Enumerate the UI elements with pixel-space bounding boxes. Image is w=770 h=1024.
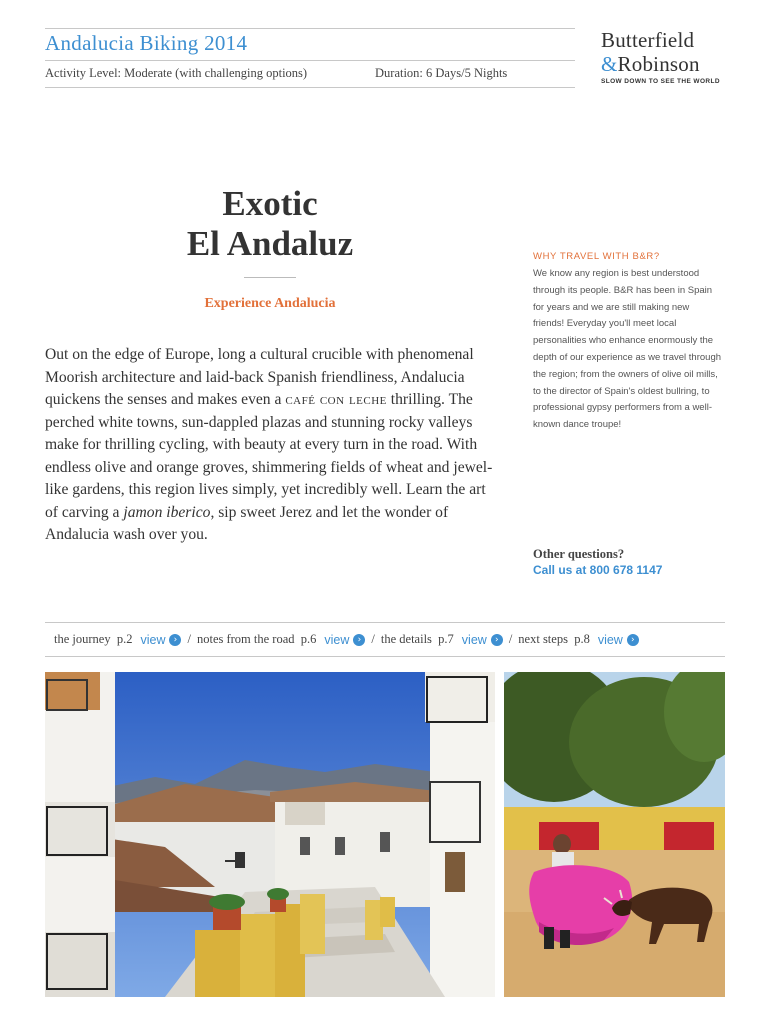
duration: Duration: 6 Days/5 Nights [375,66,508,80]
header-mid-rule [45,60,575,61]
nav-view-link[interactable]: view [140,632,166,647]
logo-line2-text: Robinson [617,52,700,76]
nav-view-link[interactable]: view [461,632,487,647]
bullfighter-photo [504,672,725,997]
subtitle: Experience Andalucia [204,296,336,311]
nav-top-rule [45,622,725,623]
page-navigation [54,632,639,647]
body-text-italic: jamon iberico [123,503,211,521]
call-us-link[interactable]: Call us at 800 678 1147 [533,563,663,577]
why-travel-heading: WHY TRAVEL WITH B&R? [533,251,660,262]
nav-view-link[interactable]: view [324,632,350,647]
headline [100,184,440,264]
body-text-part3: , sip sweet Jerez and let the wonder of Andalucia wash over you. [45,503,449,543]
other-questions-heading: Other questions? [533,547,625,561]
body-text-smallcaps: café con leche [285,391,387,408]
why-travel-text: We know any region is best understood through its people. B&R has been in Spain for years and we are still making new friends! Everyday you'll meet local personalities who enhance enormously the depth of our experience as we travel through the region; from the owners of olive oil mills, to the director of Spain's oldest bullring, to professional gypsy performers from a well-known dance troupe! [533,268,722,431]
nav-separator: / [187,632,191,646]
nav-separator: / [371,632,375,646]
header-top-rule [45,28,575,29]
trip-title: Andalucia Biking 2014 [45,31,248,55]
body-text-part1: Out on the edge of Europe, long a cultural crucible with phenomenal Moorish architecture and laid-back Spanish friendliness, Andalucia quickens the senses and makes even a [45,346,474,408]
white-town-photo [45,672,495,997]
nav-item-page: p.6 [300,632,317,646]
nav-item-label: notes from the road [196,632,295,646]
company-logo [601,28,731,85]
chevron-right-circle-icon[interactable]: › [169,634,181,646]
nav-item-page: p.2 [116,632,133,646]
body-paragraph [45,344,500,547]
chevron-right-circle-icon[interactable]: › [627,634,639,646]
headline-divider [244,277,296,278]
body-text-part2: thrilling. The perched white towns, sun-dappled plazas and stunning rocky valleys make for thrilling cycling, with beauty at every turn in the road. With endless olive and orange groves, shimmering fields of wheat and jewel-like gardens, this region lives simply, yet incredibly well. Learn the art of carving a [45,391,493,521]
nav-item-label: the details [380,632,432,646]
nav-item-next-steps [518,632,639,647]
activity-level: Activity Level: Moderate (with challenging options) [45,66,308,80]
header-bottom-rule [45,87,575,88]
nav-item-details [381,632,503,647]
logo-line1: Butterfield [601,28,695,52]
chevron-right-circle-icon[interactable]: › [353,634,365,646]
nav-item-label: the journey [54,632,111,646]
logo-line2 [601,52,731,76]
chevron-right-circle-icon[interactable]: › [491,634,503,646]
nav-item-page: p.7 [438,632,454,646]
headline-line1: Exotic [222,184,318,223]
headline-line2: El Andaluz [186,224,354,263]
logo-tagline: SLOW DOWN TO SEE THE WORLD [601,78,720,85]
nav-item-journey [54,632,181,647]
nav-item-page: p.8 [574,632,590,646]
nav-item-notes [197,632,365,647]
nav-item-label: next steps [518,632,568,646]
logo-ampersand: & [601,52,618,76]
nav-bottom-rule [45,656,725,657]
nav-separator: / [508,632,513,646]
nav-view-link[interactable]: view [597,632,623,647]
